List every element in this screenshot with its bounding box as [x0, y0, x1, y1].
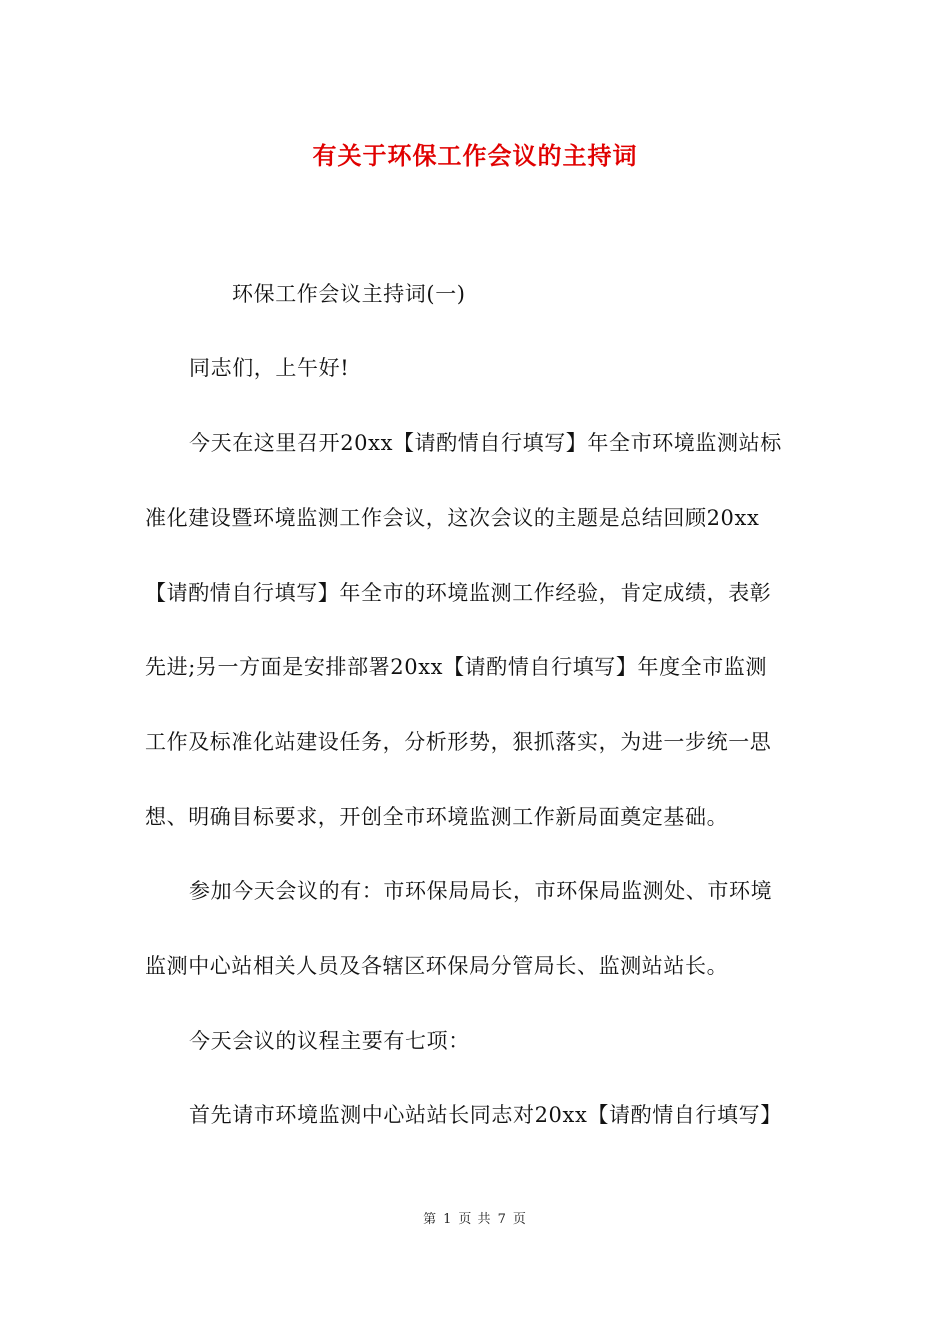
paragraph-line: 【请酌情自行填写】年全市的环境监测工作经验，肯定成绩，表彰: [145, 581, 772, 605]
document-title: 有关于环保工作会议的主持词: [312, 141, 638, 170]
paragraph-line: 首先请市环境监测中心站站长同志对20xx【请酌情自行填写】: [189, 1103, 782, 1127]
paragraph-line: 今天在这里召开20xx【请酌情自行填写】年全市环境监测站标: [189, 431, 782, 455]
paragraph-line: 今天会议的议程主要有七项：: [189, 1029, 470, 1053]
paragraph-line: 先进;另一方面是安排部署20xx【请酌情自行填写】年度全市监测: [145, 655, 768, 679]
paragraph-line: 工作及标准化站建设任务，分析形势，狠抓落实，为进一步统一思: [145, 730, 772, 754]
paragraph-line: 想、明确目标要求，开创全市环境监测工作新局面奠定基础。: [145, 805, 729, 829]
paragraph-line: 同志们，上午好!: [189, 356, 350, 380]
section-heading: 环保工作会议主持词(一): [232, 282, 466, 306]
paragraph-line: 准化建设暨环境监测工作会议，这次会议的主题是总结回顾20xx: [145, 506, 760, 530]
paragraph-line: 监测中心站相关人员及各辖区环保局分管局长、监测站站长。: [145, 954, 729, 978]
footer-current-page: 1: [443, 1212, 453, 1227]
paragraph-line: 参加今天会议的有：市环保局局长，市环保局监测处、市环境: [189, 879, 773, 903]
footer-middle: 页 共: [458, 1212, 492, 1227]
footer-total-pages: 7: [497, 1212, 507, 1227]
footer-prefix: 第: [423, 1212, 438, 1227]
page-footer: [0, 1208, 950, 1227]
footer-suffix: 页: [512, 1212, 527, 1227]
